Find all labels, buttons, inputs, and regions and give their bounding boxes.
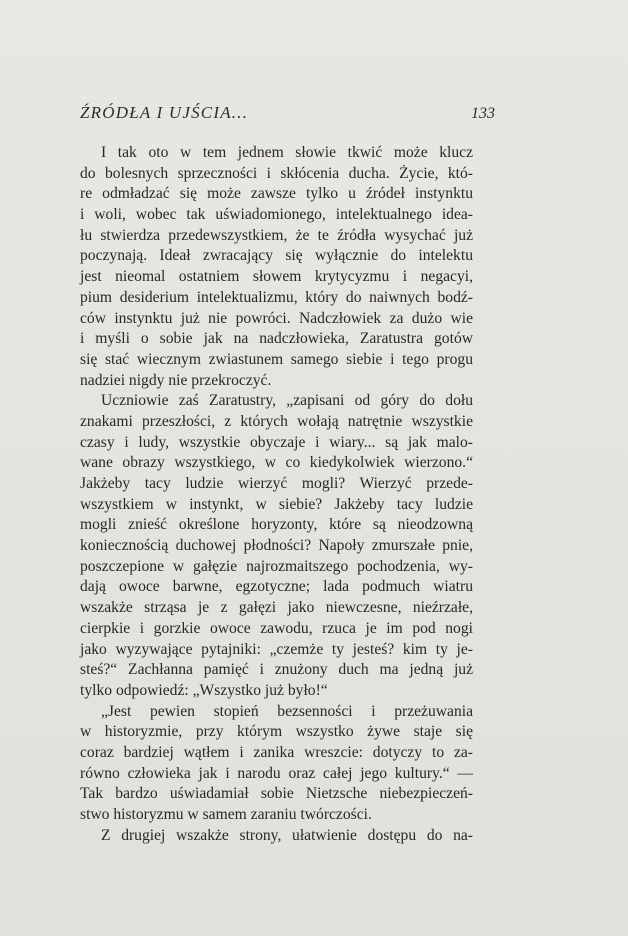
text-line: jest nieomal ostatniem słowem krytycyzmu i negacyi, bbox=[80, 268, 473, 286]
text-line: mogli znieść określone horyzonty, które są nieodzowną bbox=[80, 516, 473, 534]
text-line: koniecznością duchowej płodności? Napoły zmurszałe pnie, bbox=[80, 537, 473, 555]
text-line: i woli, wobec tak uświadomionego, intelektualnego idea- bbox=[80, 206, 473, 224]
text-line: nadziei nigdy nie przekroczyć. bbox=[80, 371, 272, 389]
body-text bbox=[80, 143, 473, 846]
page-number: 133 bbox=[471, 105, 495, 122]
text-line: „Jest pewien stopień bezsenności i przeżuwania bbox=[101, 702, 473, 720]
page-header bbox=[80, 103, 495, 127]
text-line: znakami przeszłości, z których wołają natrętnie wszystkie bbox=[80, 412, 473, 430]
text-line: poczynają. Ideał zwracający się wyłącznie do intelektu bbox=[80, 247, 473, 265]
text-line: łu stwierdza przedewszystkiem, że te źródła wysychać już bbox=[80, 226, 473, 244]
text-line: ców instynktu już nie powróci. Nadczłowiek za dużo wie bbox=[80, 309, 473, 327]
text-line: I tak oto w tem jednem słowie tkwić może klucz bbox=[101, 144, 473, 161]
text-line: coraz bardziej wątłem i zanika wreszcie: dotyczy to za- bbox=[80, 743, 473, 761]
text-line: wszakże strząsa je z gałęzi jako niewczesne, nieźrzałe, bbox=[80, 599, 473, 617]
text-line: Jakżeby tacy ludzie wierzyć mogli? Wierzyć przede- bbox=[80, 475, 473, 492]
text-line: do bolesnych sprzeczności i skłócenia ducha. Życie, któ- bbox=[80, 164, 473, 182]
text-line: tylko odpowiedź: „Wszystko już było!“ bbox=[80, 681, 328, 699]
running-title: ŹRÓDŁA I UJŚCIA... bbox=[80, 103, 249, 122]
text-line: Uczniowie zaś Zaratustry, „zapisani od góry do dołu bbox=[101, 392, 473, 410]
text-line: re odmładzać się może zawsze tylko u źródeł instynktu bbox=[80, 185, 473, 203]
text-line: cierpkie i gorzkie owoce zawodu, rzuca je im pod nogi bbox=[80, 619, 473, 637]
text-line: Tak bardzo uświadamiał sobie Nietzsche niebezpieczeń- bbox=[80, 785, 473, 803]
text-line: wane obrazy wszystkiego, w co kiedykolwiek wierzono.“ bbox=[80, 454, 473, 472]
text-line: czasy i ludy, wszystkie obyczaje i wiary... są jak malo- bbox=[80, 433, 473, 451]
text-line: Z drugiej wszakże strony, ułatwienie dostępu do na- bbox=[101, 826, 473, 844]
text-line: wszystkiem w instynkt, w siebie? Jakżeby tacy ludzie bbox=[80, 495, 473, 513]
text-line: steś?“ Zachłanna pamięć i znużony duch ma jedną już bbox=[80, 661, 473, 679]
text-line: i myśli o sobie jak na nadczłowieka, Zaratustra gotów bbox=[80, 330, 473, 348]
text-line: pium desiderium intelektualizmu, który do naiwnych bodź- bbox=[80, 288, 473, 306]
text-line: jako wyzywające pytajniki: „czemże ty jesteś? kim ty je- bbox=[80, 640, 473, 658]
text-line: poszczepione w gałęzie najrozmaitszego pochodzenia, wy- bbox=[80, 557, 473, 575]
text-line: stwo historyzmu w samem zaraniu twórczości. bbox=[80, 806, 372, 823]
text-line: równo człowieka jak i narodu oraz całej jego kultury.“ — bbox=[80, 764, 473, 782]
text-line: dają owoce barwne, egzotyczne; lada podmuch wiatru bbox=[80, 578, 473, 596]
text-line: się stać wiecznym zwiastunem samego siebie i tego progu bbox=[80, 350, 473, 368]
text-line: w historyzmie, przy którym wszystko żywe staje się bbox=[80, 723, 473, 741]
